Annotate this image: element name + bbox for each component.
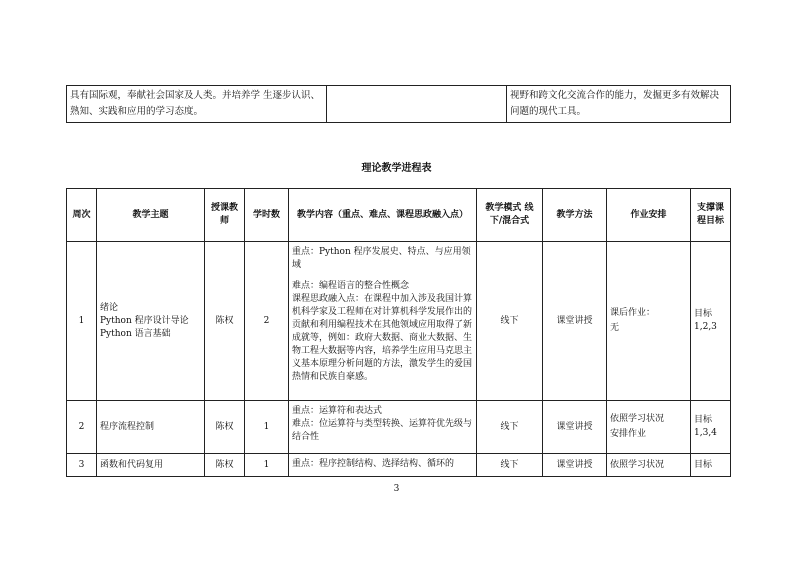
homework-line: 安排作业	[610, 429, 647, 439]
table-row	[67, 454, 731, 477]
continuation-right-cell: 视野和跨文化交流合作的能力，发掘更多有效解决问题的现代工具。	[507, 86, 731, 123]
header-week: 周次	[67, 189, 97, 242]
target-line: 1,3,4	[694, 428, 717, 438]
content-cell	[289, 454, 477, 477]
teacher-cell: 陈权	[205, 401, 245, 454]
header-content: 教学内容（重点、难点、课程思政融入点）	[289, 189, 477, 242]
homework-line: 依照学习状况	[610, 459, 665, 470]
difficulty-point: 难点：编程语言的整合性概念	[292, 281, 410, 291]
target-line: 目标	[694, 309, 713, 319]
header-topic: 教学主题	[97, 189, 205, 242]
key-point: 重点：程序控制结构、选择结构、循环的	[292, 459, 455, 469]
method-cell: 课堂讲授	[543, 401, 607, 454]
week-cell: 3	[67, 454, 97, 477]
target-line: 目标	[694, 415, 713, 425]
header-teacher: 授课教师	[205, 189, 245, 242]
header-method: 教学方法	[543, 189, 607, 242]
teacher-cell: 陈权	[205, 242, 245, 401]
header-row	[67, 189, 731, 242]
method-cell: 课堂讲授	[543, 242, 607, 401]
homework-cell	[607, 401, 691, 454]
table-row	[67, 242, 731, 401]
topic-cell	[97, 454, 205, 477]
header-homework: 作业安排	[607, 189, 691, 242]
week-cell: 2	[67, 401, 97, 454]
homework-line: 课后作业：	[610, 308, 656, 318]
hours-cell: 1	[245, 454, 289, 477]
topic-line: Python 程序设计导论	[100, 315, 189, 326]
homework-cell	[607, 242, 691, 401]
target-cell	[691, 401, 731, 454]
target-cell	[691, 454, 731, 477]
header-target: 支撑课程目标	[691, 189, 731, 242]
header-hours: 学时数	[245, 189, 289, 242]
hours-cell: 2	[245, 242, 289, 401]
continuation-table	[66, 85, 731, 123]
topic-cell	[97, 242, 205, 401]
topic-line: 程序流程控制	[100, 421, 155, 432]
target-line: 1,2,3	[694, 322, 717, 332]
mode-cell: 线下	[477, 454, 543, 477]
teacher-cell: 陈权	[205, 454, 245, 477]
homework-cell	[607, 454, 691, 477]
content-cell	[289, 242, 477, 401]
target-line: 目标	[694, 459, 713, 470]
continuation-middle-cell	[327, 86, 507, 123]
homework-line: 无	[610, 323, 620, 333]
ideology-point: 课程思政融入点：在课程中加入涉及我国计算机科学家及工程师在对计算机科学发展作出的贡献和利用编程技术在其他领域应用取得了新成就等，例如：政府大数据、商业大数据、生物工程大数据等内容，培养学生应用马克思主义基本原理分析问题的方法，激发学生的爱国热情和民族自豪感。	[292, 294, 473, 382]
table-row	[67, 86, 731, 123]
continuation-left-cell: 具有国际观，奉献社会国家及人类。并培养学 生逐步认识、熟知、实践和应用的学习态度。	[67, 86, 327, 123]
content-cell	[289, 401, 477, 454]
topic-line: 绪论	[100, 302, 119, 313]
method-cell: 课堂讲授	[543, 454, 607, 477]
homework-line: 依照学习状况	[610, 414, 665, 424]
topic-line: Python 语言基础	[100, 328, 171, 339]
target-cell	[691, 242, 731, 401]
key-point: 重点：Python 程序发展史、特点、与应用领域	[292, 247, 471, 270]
topic-line: 函数和代码复用	[100, 459, 164, 470]
section-title: 理论教学进程表	[361, 163, 432, 174]
schedule-table	[66, 188, 731, 477]
mode-cell: 线下	[477, 242, 543, 401]
table-row	[67, 401, 731, 454]
header-mode: 教学模式 线下/混合式	[477, 189, 543, 242]
mode-cell: 线下	[477, 401, 543, 454]
key-point: 重点：运算符和表达式	[292, 406, 383, 416]
hours-cell: 1	[245, 401, 289, 454]
topic-cell	[97, 401, 205, 454]
page-number: 3	[393, 484, 400, 494]
week-cell: 1	[67, 242, 97, 401]
difficulty-point: 难点：位运算符与类型转换、运算符优先级与结合性	[292, 419, 473, 442]
